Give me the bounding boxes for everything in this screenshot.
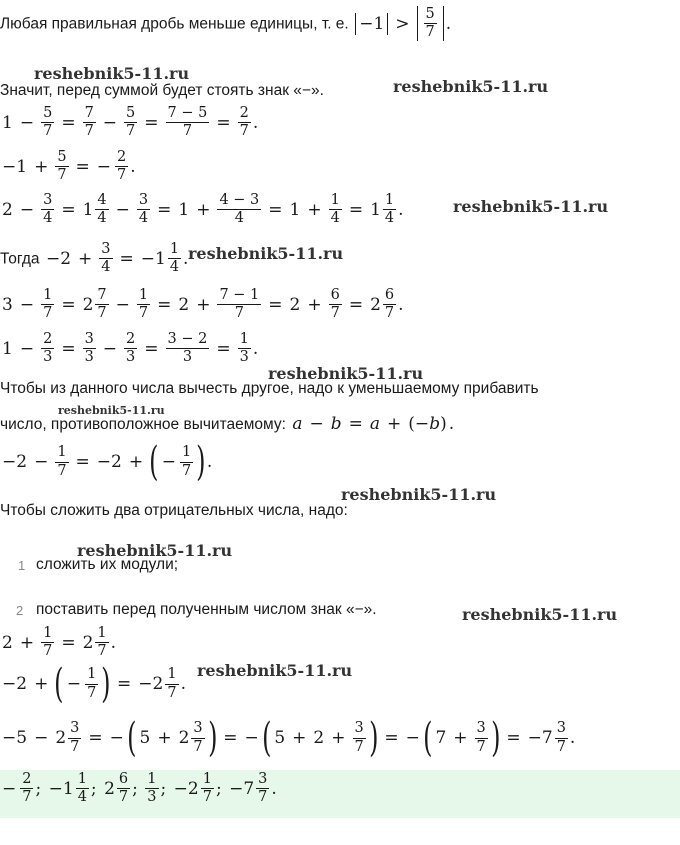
text-opposite: число, противоположное вычитаемому:	[0, 416, 286, 433]
equation-4: 3 − $\frac{1}{7}$ = 2 $\frac{7}{7}$ − $\frac{1}{7}$ = 2 + $\frac{7 - 1}{7}$ = 2 + $\frac{6}{7}$ = 2 $\frac{6}{7}$ .	[2, 287, 404, 322]
watermark: reshebnik5-11.ru	[77, 541, 233, 560]
list-item-1: сложить их модули;	[36, 556, 179, 573]
watermark: reshebnik5-11.ru	[197, 661, 353, 680]
watermark: reshebnik5-11.ru	[188, 244, 344, 263]
text-proper-fraction: Любая правильная дробь меньше единицы, т. е.	[0, 15, 349, 33]
list-number-2: 2	[16, 603, 24, 618]
rule-subtract-formula: число, противоположное вычитаемому: a − b = a + (−b) .	[0, 414, 455, 434]
equation-then: Тогда −2 + $\frac{3}{4}$ = −1 $\frac{1}{4}$ .	[0, 241, 189, 276]
equation-3: 2 − $\frac{3}{4}$ = 1 $\frac{4}{4}$ − $\frac{3}{4}$ = 1 + $\frac{4 - 3}{4}$ = 1 + $\frac{1}{4}$ = 1 $\frac{1}{4}$ .	[2, 192, 404, 227]
equation-8: −2 + ( − $\frac{1}{7}$ ) = −2 $\frac{1}{7}$ .	[2, 661, 186, 707]
statement-sign: Значит, перед суммой будет стоять знак «−».	[0, 82, 324, 99]
text-then: Тогда	[0, 250, 40, 268]
watermark: reshebnik5-11.ru	[58, 404, 165, 417]
answer-line: − $\frac{2}{7}$ ; −1 $\frac{1}{4}$ ; 2 $\frac{6}{7}$ ; $\frac{1}{3}$ ; −2 $\frac{1}{7}$ ; −7 $\frac{3}{7}$ .	[2, 771, 277, 806]
watermark: reshebnik5-11.ru	[341, 485, 497, 504]
rule-subtract: Чтобы из данного числа вычесть другое, надо к уменьшаемому прибавить	[0, 380, 539, 397]
equation-6: −2 − $\frac{1}{7}$ = −2 + ( − $\frac{1}{7}$ ) .	[2, 439, 213, 485]
watermark: reshebnik5-11.ru	[453, 197, 609, 216]
rule-negatives: Чтобы сложить два отрицательных числа, надо:	[0, 502, 348, 519]
equation-5: 1 − $\frac{2}{3}$ = $\frac{3}{3}$ − $\frac{2}{3}$ = $\frac{3 - 2}{3}$ = $\frac{1}{3}$ .	[2, 331, 259, 366]
statement-proper-fraction	[0, 6, 451, 41]
watermark: reshebnik5-11.ru	[393, 77, 549, 96]
equation-7: 2 + $\frac{1}{7}$ = 2 $\frac{1}{7}$ .	[2, 625, 117, 660]
equation-9: −5 − 2 $\frac{3}{7}$ = − ( 5 + 2 $\frac{3}{7}$ ) = − ( 5 + 2 + $\frac{3}{7}$ ) = − ( 7 + $\frac{3}{7}$ ) = −7 $\frac{3}{7}$ .	[2, 715, 576, 761]
watermark: reshebnik5-11.ru	[268, 364, 424, 383]
formula-abs-compare: −1 > $\frac{5}{7}$ .	[353, 6, 451, 41]
equation-1: 1 − $\frac{5}{7}$ = $\frac{7}{7}$ − $\frac{5}{7}$ = $\frac{7 - 5}{7}$ = $\frac{2}{7}$ .	[2, 105, 259, 140]
equation-2: −1 + $\frac{5}{7}$ = − $\frac{2}{7}$ .	[2, 149, 136, 184]
list-number-1: 1	[18, 558, 26, 573]
watermark: reshebnik5-11.ru	[34, 64, 190, 83]
list-item-2: поставить перед полученным числом знак «−».	[36, 601, 377, 618]
watermark: reshebnik5-11.ru	[462, 605, 618, 624]
